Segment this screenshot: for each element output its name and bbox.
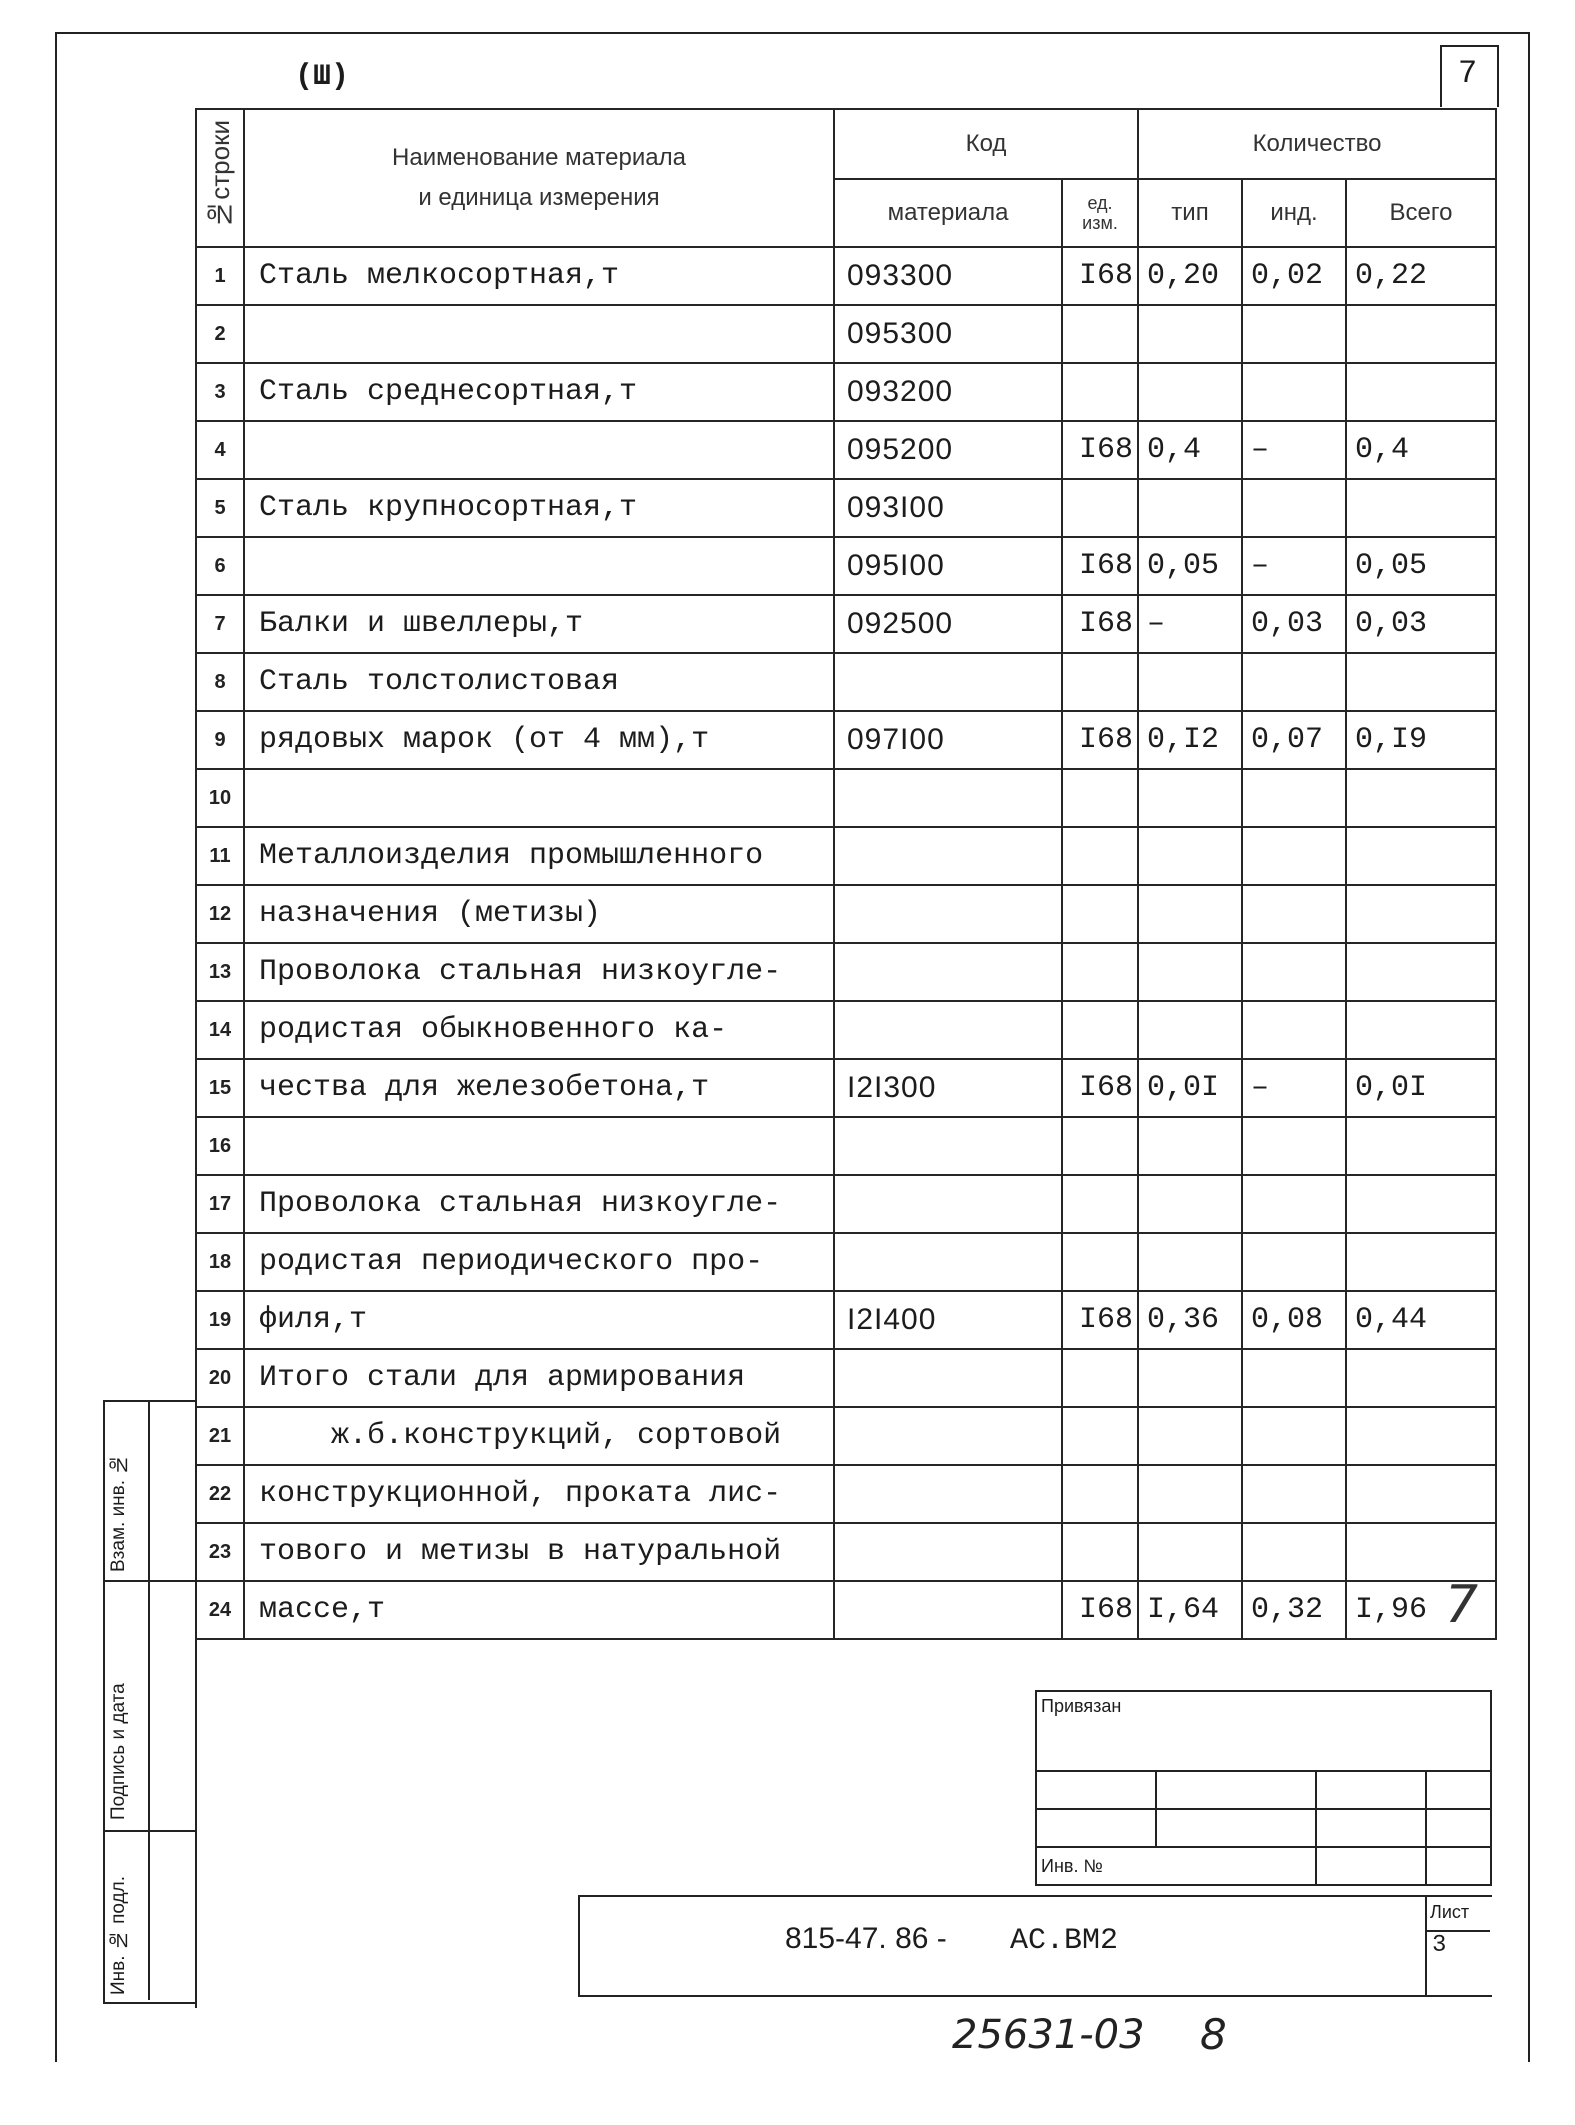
material-code [834, 1117, 1062, 1175]
unit-code [1062, 1117, 1138, 1175]
qty-type [1138, 885, 1242, 943]
header-material-name: Наименование материала и единица измерения [244, 109, 834, 247]
unit-code [1062, 1233, 1138, 1291]
header-qty-type: тип [1138, 179, 1242, 247]
side-label-vzam: Взам. инв. № [108, 1453, 129, 1572]
qty-total [1346, 1117, 1496, 1175]
qty-type: 0,05 [1138, 537, 1242, 595]
row-number: 16 [196, 1117, 244, 1175]
unit-code: I68 [1062, 711, 1138, 769]
material-code [834, 885, 1062, 943]
material-code [834, 1233, 1062, 1291]
row-number: 22 [196, 1465, 244, 1523]
row-number: 4 [196, 421, 244, 479]
unit-code [1062, 769, 1138, 827]
header-qty-total: Всего [1346, 179, 1496, 247]
table-body [196, 247, 1496, 1639]
title-block-divider [1425, 1895, 1427, 1995]
header-qty-ind: инд. [1242, 179, 1346, 247]
table-row [196, 943, 1496, 1001]
qty-type [1138, 1465, 1242, 1523]
material-name [244, 769, 834, 827]
frame-left-line [55, 32, 57, 2062]
material-code [834, 1581, 1062, 1639]
material-name [244, 1117, 834, 1175]
qty-type: 0,36 [1138, 1291, 1242, 1349]
qty-total: 0,44 [1346, 1291, 1496, 1349]
side-label-podpis: Подпись и дата [108, 1683, 129, 1820]
qty-total: 0,I9 [1346, 711, 1496, 769]
row-number: 8 [196, 653, 244, 711]
material-name: рядовых марок (от 4 мм),т [244, 711, 834, 769]
qty-ind: 0,07 [1242, 711, 1346, 769]
material-code: 093300 [834, 247, 1062, 305]
material-code [834, 1523, 1062, 1581]
material-name: родистая периодического про- [244, 1233, 834, 1291]
qty-ind [1242, 1001, 1346, 1059]
unit-code [1062, 1001, 1138, 1059]
qty-total [1346, 943, 1496, 1001]
row-number: 3 [196, 363, 244, 421]
material-name [244, 421, 834, 479]
material-code: I2I300 [834, 1059, 1062, 1117]
table-row [196, 885, 1496, 943]
qty-total [1346, 1349, 1496, 1407]
doc-code: 815-47. 86 - [785, 1922, 947, 1955]
qty-type [1138, 653, 1242, 711]
material-name [244, 305, 834, 363]
unit-code [1062, 363, 1138, 421]
unit-code [1062, 305, 1138, 363]
qty-type [1138, 1523, 1242, 1581]
row-number: 5 [196, 479, 244, 537]
table-row [196, 363, 1496, 421]
qty-type: I,64 [1138, 1581, 1242, 1639]
qty-ind [1242, 1465, 1346, 1523]
table-row [196, 1175, 1496, 1233]
unit-code [1062, 1523, 1138, 1581]
materials-table [195, 108, 1497, 1640]
qty-ind [1242, 769, 1346, 827]
qty-ind: – [1242, 1059, 1346, 1117]
qty-total: 0,03 [1346, 595, 1496, 653]
material-name: Балки и швеллеры,т [244, 595, 834, 653]
material-code [834, 1001, 1062, 1059]
qty-total: 0,4 [1346, 421, 1496, 479]
qty-ind [1242, 943, 1346, 1001]
row-number: 7 [196, 595, 244, 653]
qty-ind [1242, 653, 1346, 711]
qty-total [1346, 1001, 1496, 1059]
table-row [196, 1233, 1496, 1291]
qty-type [1138, 479, 1242, 537]
material-name: родистая обыкновенного ка- [244, 1001, 834, 1059]
qty-ind [1242, 1233, 1346, 1291]
material-code [834, 653, 1062, 711]
list-value: 3 [1432, 1932, 1447, 1959]
material-name: тового и метизы в натуральной [244, 1523, 834, 1581]
qty-total: I,96 [1346, 1581, 1496, 1639]
row-number: 15 [196, 1059, 244, 1117]
material-name: чества для железобетона,т [244, 1059, 834, 1117]
unit-code: I68 [1062, 1581, 1138, 1639]
privyazan-label: Привязан [1036, 1691, 1491, 1771]
qty-type [1138, 363, 1242, 421]
material-name: Проволока стальная низкоугле- [244, 943, 834, 1001]
table-row [196, 769, 1496, 827]
qty-ind: – [1242, 537, 1346, 595]
qty-ind [1242, 885, 1346, 943]
table-row [196, 1581, 1496, 1639]
row-number: 9 [196, 711, 244, 769]
header-code-unit: ед. изм. [1062, 179, 1138, 247]
table-row [196, 1117, 1496, 1175]
side-stamp-col-line [148, 1400, 150, 2000]
qty-ind: 0,32 [1242, 1581, 1346, 1639]
row-number: 11 [196, 827, 244, 885]
material-name: Металлоизделия промышленного [244, 827, 834, 885]
qty-type [1138, 943, 1242, 1001]
material-name: ж.б.конструкций, сортовой [244, 1407, 834, 1465]
table-row [196, 595, 1496, 653]
header-code-material: материала [834, 179, 1062, 247]
material-code [834, 827, 1062, 885]
section-mark: (Ш) [295, 60, 350, 94]
row-number: 19 [196, 1291, 244, 1349]
row-number: 21 [196, 1407, 244, 1465]
unit-code [1062, 885, 1138, 943]
material-name: Сталь толстолистовая [244, 653, 834, 711]
table-row [196, 1465, 1496, 1523]
qty-total [1346, 885, 1496, 943]
row-number: 6 [196, 537, 244, 595]
qty-ind: 0,03 [1242, 595, 1346, 653]
material-name [244, 537, 834, 595]
qty-type [1138, 1117, 1242, 1175]
material-name: Проволока стальная низкоугле- [244, 1175, 834, 1233]
unit-code [1062, 479, 1138, 537]
table-row [196, 1523, 1496, 1581]
row-number: 13 [196, 943, 244, 1001]
row-number: 24 [196, 1581, 244, 1639]
material-code: 097I00 [834, 711, 1062, 769]
row-number: 1 [196, 247, 244, 305]
unit-code [1062, 1175, 1138, 1233]
qty-ind: 0,08 [1242, 1291, 1346, 1349]
material-code: 095200 [834, 421, 1062, 479]
qty-type: 0,4 [1138, 421, 1242, 479]
qty-ind [1242, 363, 1346, 421]
unit-code [1062, 1349, 1138, 1407]
unit-code: I68 [1062, 1059, 1138, 1117]
row-number: 14 [196, 1001, 244, 1059]
unit-code: I68 [1062, 595, 1138, 653]
table-row [196, 827, 1496, 885]
qty-ind [1242, 1523, 1346, 1581]
unit-code [1062, 1407, 1138, 1465]
unit-code [1062, 653, 1138, 711]
row-number: 20 [196, 1349, 244, 1407]
material-code: 093I00 [834, 479, 1062, 537]
qty-type [1138, 769, 1242, 827]
table-row [196, 421, 1496, 479]
table-row [196, 1407, 1496, 1465]
unit-code: I68 [1062, 537, 1138, 595]
qty-type [1138, 305, 1242, 363]
qty-ind [1242, 1117, 1346, 1175]
qty-ind [1242, 479, 1346, 537]
qty-total [1346, 653, 1496, 711]
qty-type [1138, 1407, 1242, 1465]
qty-total [1346, 305, 1496, 363]
qty-type [1138, 827, 1242, 885]
table-row [196, 1349, 1496, 1407]
row-number: 17 [196, 1175, 244, 1233]
qty-total: 0,05 [1346, 537, 1496, 595]
table-row [196, 711, 1496, 769]
qty-type [1138, 1175, 1242, 1233]
unit-code: I68 [1062, 421, 1138, 479]
material-code: 092500 [834, 595, 1062, 653]
qty-ind: 0,02 [1242, 247, 1346, 305]
qty-ind [1242, 1175, 1346, 1233]
qty-ind [1242, 1407, 1346, 1465]
qty-total: 0,0I [1346, 1059, 1496, 1117]
privyazan-block [1035, 1690, 1492, 1886]
row-number: 10 [196, 769, 244, 827]
qty-total [1346, 1175, 1496, 1233]
frame-top-line [55, 32, 1530, 34]
table-row [196, 1001, 1496, 1059]
material-code: 093200 [834, 363, 1062, 421]
material-code [834, 943, 1062, 1001]
qty-total [1346, 1523, 1496, 1581]
table-row [196, 1059, 1496, 1117]
qty-ind [1242, 1349, 1346, 1407]
qty-total [1346, 363, 1496, 421]
page-number: 7 [1458, 55, 1478, 92]
unit-code [1062, 943, 1138, 1001]
material-code: I2I400 [834, 1291, 1062, 1349]
qty-type [1138, 1233, 1242, 1291]
qty-total [1346, 827, 1496, 885]
header-code: Код [834, 109, 1138, 179]
material-name: Сталь крупносортная,т [244, 479, 834, 537]
unit-code: I68 [1062, 247, 1138, 305]
material-code [834, 769, 1062, 827]
material-name: конструкционной, проката лис- [244, 1465, 834, 1523]
qty-ind [1242, 827, 1346, 885]
side-label-inv-podl: Инв. № подл. [108, 1876, 129, 1995]
qty-total [1346, 1407, 1496, 1465]
table-row [196, 247, 1496, 305]
doc-mark: АС.ВМ2 [1010, 1924, 1119, 1958]
header-quantity: Количество [1138, 109, 1496, 179]
material-name: Сталь мелкосортная,т [244, 247, 834, 305]
qty-type [1138, 1001, 1242, 1059]
qty-type: 0,0I [1138, 1059, 1242, 1117]
list-label: Лист [1430, 1902, 1470, 1922]
table-row [196, 305, 1496, 363]
table-row [196, 1291, 1496, 1349]
material-code [834, 1465, 1062, 1523]
unit-code [1062, 1465, 1138, 1523]
bottom-page: 8 [1200, 2010, 1227, 2059]
qty-ind [1242, 305, 1346, 363]
table-row [196, 479, 1496, 537]
qty-type: 0,I2 [1138, 711, 1242, 769]
material-code [834, 1349, 1062, 1407]
qty-type: 0,20 [1138, 247, 1242, 305]
qty-total: 0,22 [1346, 247, 1496, 305]
row-number: 18 [196, 1233, 244, 1291]
material-name: массе,т [244, 1581, 834, 1639]
unit-code [1062, 827, 1138, 885]
handwritten-page-mark: 7 [1445, 1575, 1479, 1635]
row-number: 23 [196, 1523, 244, 1581]
qty-type: – [1138, 595, 1242, 653]
bottom-number: 25631-03 [952, 2012, 1145, 2058]
table-row [196, 537, 1496, 595]
qty-total [1346, 1465, 1496, 1523]
inv-no-label: Инв. № [1036, 1847, 1316, 1885]
unit-code: I68 [1062, 1291, 1138, 1349]
material-name: филя,т [244, 1291, 834, 1349]
material-name: Сталь среднесортная,т [244, 363, 834, 421]
material-code [834, 1175, 1062, 1233]
material-code: 095300 [834, 305, 1062, 363]
frame-right-line [1528, 32, 1530, 2062]
qty-total [1346, 1233, 1496, 1291]
qty-total [1346, 479, 1496, 537]
row-number: 12 [196, 885, 244, 943]
qty-type [1138, 1349, 1242, 1407]
material-code: 095I00 [834, 537, 1062, 595]
header-row-number: №строки [196, 109, 244, 247]
qty-total [1346, 769, 1496, 827]
qty-ind: – [1242, 421, 1346, 479]
row-number: 2 [196, 305, 244, 363]
material-name: Итого стали для армирования [244, 1349, 834, 1407]
table-row [196, 653, 1496, 711]
material-name: назначения (метизы) [244, 885, 834, 943]
material-code [834, 1407, 1062, 1465]
